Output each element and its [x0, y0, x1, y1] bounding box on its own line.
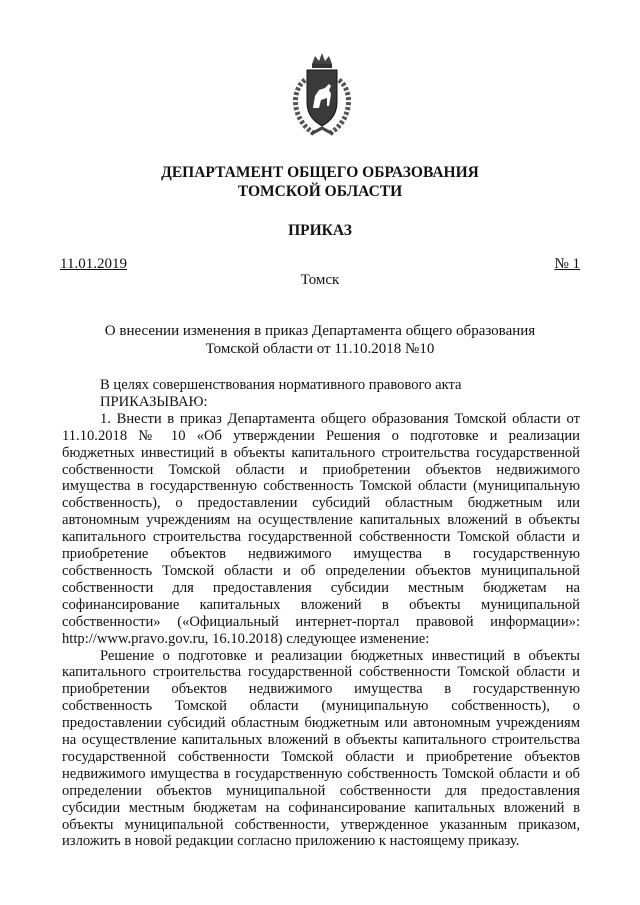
city: Томск: [300, 272, 340, 288]
document-body: [62, 377, 580, 850]
order-number: № 1: [554, 256, 580, 272]
coat-of-arms-icon: [285, 50, 359, 142]
org-line-1: ДЕПАРТАМЕНТ ОБЩЕГО ОБРАЗОВАНИЯ: [161, 164, 479, 181]
order-word: ПРИКАЗЫВАЮ:: [100, 393, 208, 410]
paragraph-1: 1. Внести в приказ Департамента общего образования Томской области от 11.10.2018 № 10 «Об утверждении Решения о подготовке и реализации бюджетных инвестиций в объекты капитального строительства государственной собственности Томской области и приобретении объектов недвижимого имущества в государственную собственность Томской области (муниципальную собственность), о предоставлении субсидий областным бюджетным или автономным учреждениям на осуществление капитальных вложений в объекты капитального строительства государственной собственности Томской области и приобретение объектов недвижимого имущества в государственную собственность Томской области и об определении объектов муниципальной собственности для предоставления субсидии местным бюджетам на софинансирование капитальных вложений в объекты муниципальной собственности» («Официальный интернет-портал правовой информации»: http://www.pravo.gov.ru, 16.10.2018) следующее изменение:: [62, 410, 580, 647]
organization-name: [0, 163, 640, 201]
document-type: ПРИКАЗ: [288, 222, 352, 239]
intro-line: В целях совершенствования нормативного правового акта: [100, 377, 462, 393]
org-line-2: ТОМСКОЙ ОБЛАСТИ: [237, 183, 403, 200]
order-date: 11.01.2019: [60, 256, 127, 272]
order-subject: О внесении изменения в приказ Департамента общего образования Томской области от 11.10.2018 №10: [104, 323, 536, 357]
paragraph-2: Решение о подготовке и реализации бюджетных инвестиций в объекты капитального строительства государственной собственности Томской области и приобретении объектов недвижимого имущества в государственную собственность Томской области (муниципальную собственность), о предоставлении субсидий областным бюджетным или автономным учреждениям на осуществление капитальных вложений в объекты капитального строительства государственной собственности Томской области и приобретение объектов недвижимого имущества в государственную собственность Томской области и об определении объектов муниципальной собственности для предоставления субсидии местным бюджетам на софинансирование капитальных вложений в объекты муниципальной собственности, утвержденное указанным приказом, изложить в новой редакции согласно приложению к настоящему приказу.: [62, 647, 580, 850]
